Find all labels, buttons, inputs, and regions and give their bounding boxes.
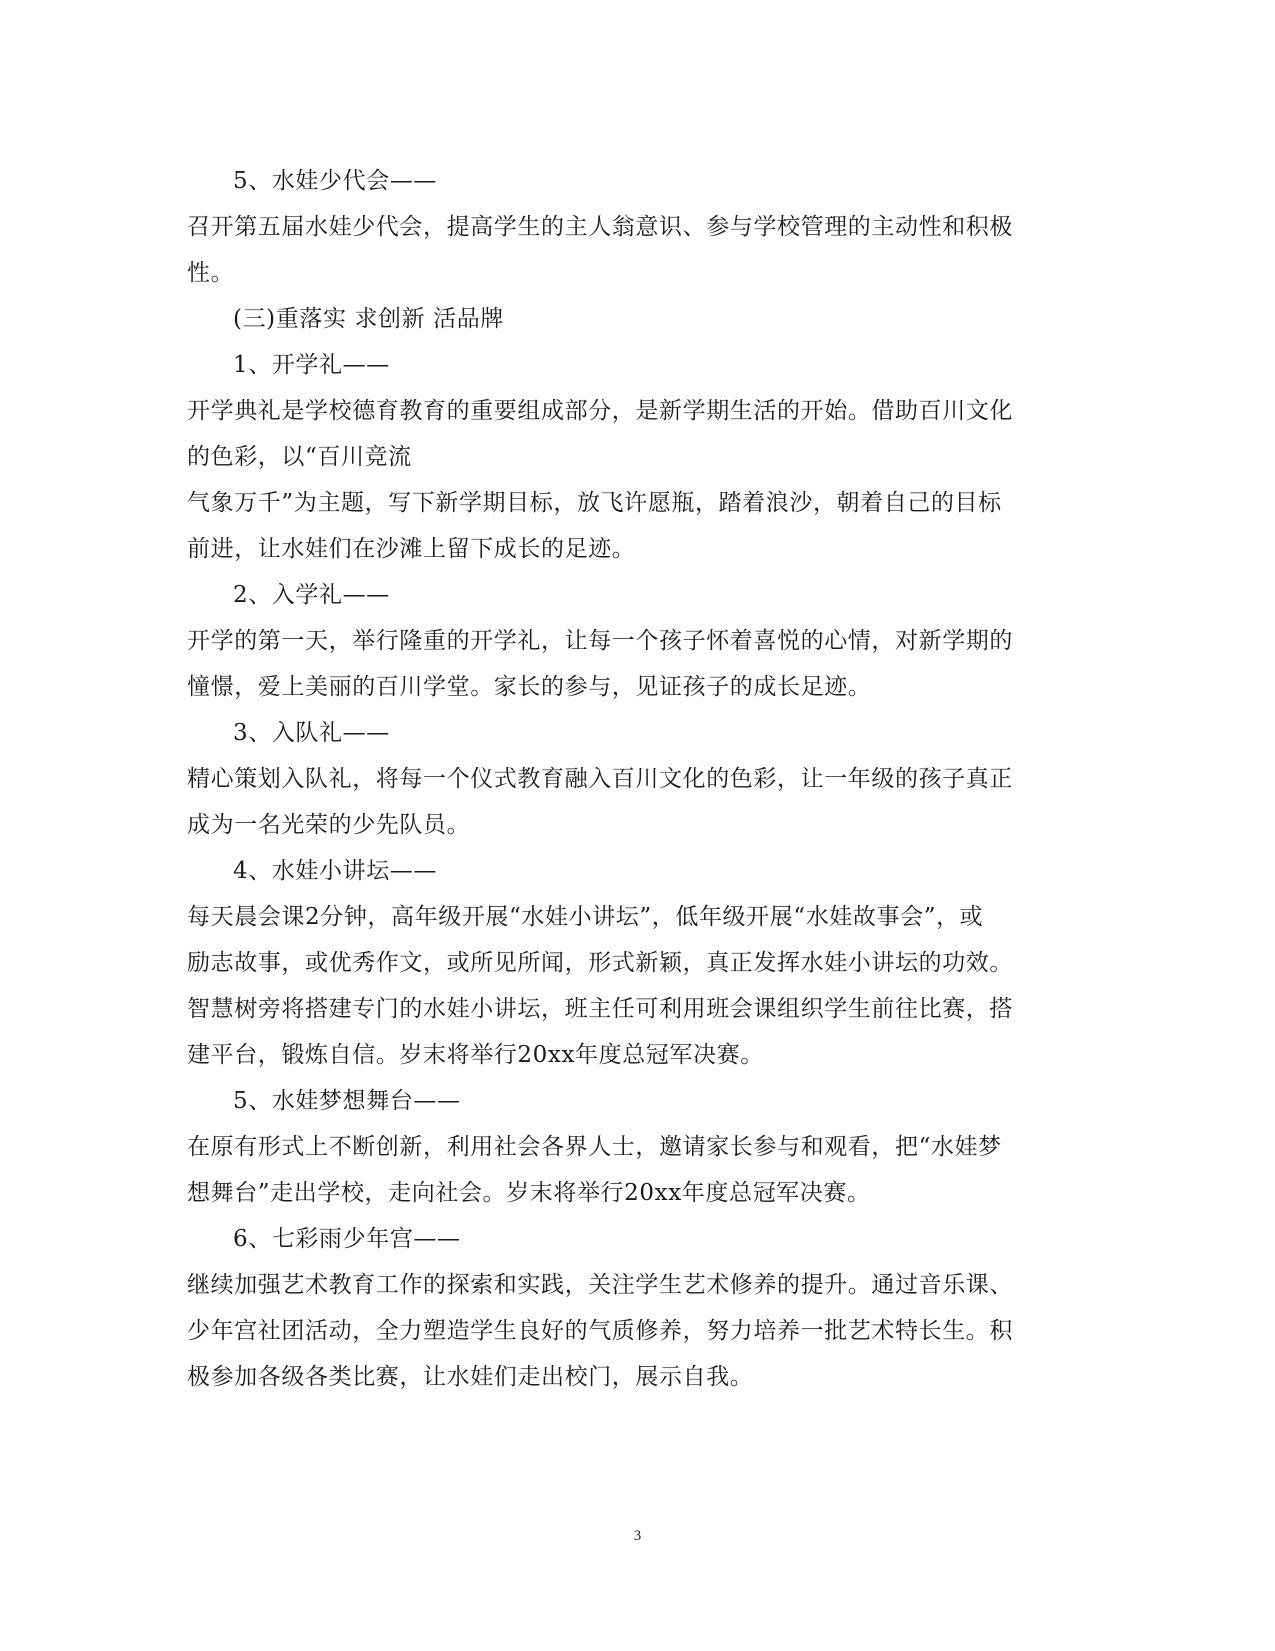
paragraph-line: 成为一名光荣的少先队员。: [187, 812, 471, 838]
page-number: 3: [633, 1528, 642, 1544]
section-heading: 2、入学礼——: [233, 582, 390, 608]
paragraph-line: 召开第五届水娃少代会，提高学生的主人翁意识、参与学校管理的主动性和积极: [187, 214, 1013, 240]
paragraph-line: 在原有形式上不断创新，利用社会各界人士，邀请家长参与和观看，把“水娃梦: [187, 1134, 1002, 1160]
document-body: [187, 158, 1027, 1400]
section-heading: 4、水娃小讲坛——: [233, 858, 438, 884]
section-heading: (三)重落实 求创新 活品牌: [233, 306, 504, 332]
paragraph-line: 继续加强艺术教育工作的探索和实践，关注学生艺术修养的提升。通过音乐课、: [187, 1272, 1013, 1298]
paragraph-line: 每天晨会课2分钟，高年级开展“水娃小讲坛”，低年级开展“水娃故事会”，或: [187, 904, 984, 930]
paragraph-line: 少年宫社团活动，全力塑造学生良好的气质修养，努力培养一批艺术特长生。积: [187, 1318, 1013, 1344]
paragraph-line: 极参加各级各类比赛，让水娃们走出校门，展示自我。: [187, 1364, 754, 1390]
paragraph-line: 建平台，锻炼自信。岁末将举行20xx年度总冠军决赛。: [187, 1042, 764, 1068]
paragraph-line: 的色彩，以“百川竞流: [187, 444, 412, 470]
paragraph-line: 气象万千”为主题，写下新学期目标，放飞许愿瓶，踏着浪沙，朝着自己的目标: [187, 490, 1002, 516]
section-heading: 6、七彩雨少年宫——: [233, 1226, 461, 1252]
section-heading: 1、开学礼——: [233, 352, 390, 378]
paragraph-line: 智慧树旁将搭建专门的水娃小讲坛，班主任可利用班会课组织学生前往比赛，搭: [187, 996, 1013, 1022]
paragraph-line: 想舞台”走出学校，走向社会。岁末将举行20xx年度总冠军决赛。: [187, 1180, 871, 1206]
paragraph-line: 憧憬，爱上美丽的百川学堂。家长的参与，见证孩子的成长足迹。: [187, 674, 872, 700]
paragraph-line: 励志故事，或优秀作文，或所见所闻，形式新颖，真正发挥水娃小讲坛的功效。: [187, 950, 1013, 976]
paragraph-line: 开学典礼是学校德育教育的重要组成部分，是新学期生活的开始。借助百川文化: [187, 398, 1013, 424]
paragraph-line: 性。: [187, 260, 235, 286]
paragraph-line: 开学的第一天，举行隆重的开学礼，让每一个孩子怀着喜悦的心情，对新学期的: [187, 628, 1013, 654]
paragraph-line: 精心策划入队礼，将每一个仪式教育融入百川文化的色彩，让一年级的孩子真正: [187, 766, 1013, 792]
section-heading: 3、入队礼——: [233, 720, 390, 746]
section-heading: 5、水娃少代会——: [233, 168, 438, 194]
paragraph-line: 前进，让水娃们在沙滩上留下成长的足迹。: [187, 536, 636, 562]
section-heading: 5、水娃梦想舞台——: [233, 1088, 461, 1114]
